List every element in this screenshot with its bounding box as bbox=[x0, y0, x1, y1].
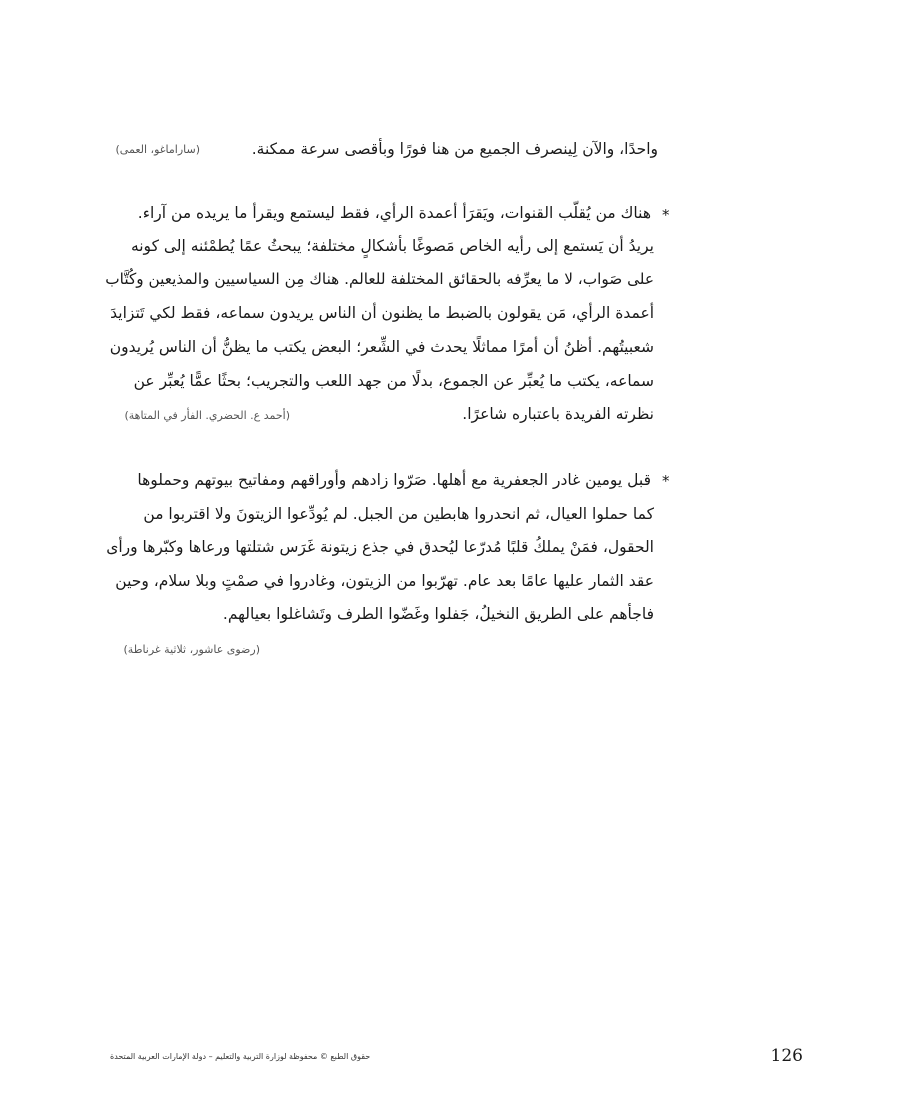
quote3-line: الحقول، فمَنْ يملكُ قلبًا مُدرّعا ليُحدق في جذع زيتونة غَرَس شتلتها ورعاها وكبّرها ورأى bbox=[106, 538, 654, 556]
quote3-line: كما حملوا العيال، ثم انحدروا هابطين من الجبل. لم يُودِّعوا الزيتونَ ولا اقتربوا من bbox=[143, 505, 654, 523]
quote2-line: يريدُ أن يَستمع إلى رأيه الخاص مَصوغًا بأشكالٍ مختلفة؛ يبحثُ عمًا يُطمْئنه إلى كونه bbox=[130, 237, 654, 255]
quote3-citation: (رضوى عاشور، ثلاثية غرناطة) bbox=[123, 643, 260, 656]
quote3-bullet: * bbox=[662, 472, 670, 490]
quote2-line: هناك من يُقلّب القنوات، ويَقرَأ أعمدة الرأي، فقط ليستمع ويقرأ ما يريده من آراء. bbox=[137, 204, 651, 222]
quote2-line: على صَواب، لا ما يعرِّفه بالحقائق المختلفة للعالم. هناك مِن السياسيين والمذيعين وكُتَّاب bbox=[105, 270, 654, 288]
quote1-text: واحدًا، والآن لِينصرف الجميع من هنا فورًا وبأقصى سرعة ممكنة. bbox=[251, 140, 658, 158]
quote2-citation: (أحمد ع. الحضري. الفأر في المتاهة) bbox=[124, 409, 290, 422]
quote2-line: شعبيتُهم. أظنُ أن أمرًا مماثلًا يحدث في الشِّعر؛ البعض يكتب ما يظنُّ أن الناس يُريدون bbox=[109, 338, 654, 356]
quote2-line: نظرته الفريدة باعتباره شاعرًا. bbox=[462, 405, 654, 423]
quote2-bullet: * bbox=[662, 206, 670, 224]
quote3-line: عقد الثمار عليها عامًا بعد عام. تهرّبوا من الزيتون، وغادروا في صمْتٍ وبلا سلام، وحين bbox=[115, 572, 654, 590]
quote3-line: قبل يومين غادر الجعفرية مع أهلها. صَرّوا زادهم وأوراقهم ومفاتيح بيوتهم وحملوها bbox=[137, 471, 651, 489]
page-number: 126 bbox=[770, 1046, 803, 1066]
quote2-line: أعمدة الرأي، مَن يقولون بالضبط ما يظنون أن الناس يريدون سماعه، فقط لكي تَتزايدَ bbox=[110, 304, 654, 322]
quote3-line: فاجأهم على الطريق النخيلُ، جَفلوا وغَضّوا الطرف وتَشاغلوا بعيالهم. bbox=[222, 605, 654, 623]
quote1-citation: (ساراماغو، العمى) bbox=[115, 143, 200, 156]
quote2-line: سماعه، يكتب ما يُعبِّر عن الجموع، بدلًا من جهد اللعب والتجريب؛ بحثًا عمًّا يُعبِّر عن bbox=[133, 372, 654, 390]
footer-copyright: حقوق الطبع © محفوظة لوزارة التربية والتعليم – دولة الإمارات العربية المتحدة bbox=[110, 1052, 371, 1061]
